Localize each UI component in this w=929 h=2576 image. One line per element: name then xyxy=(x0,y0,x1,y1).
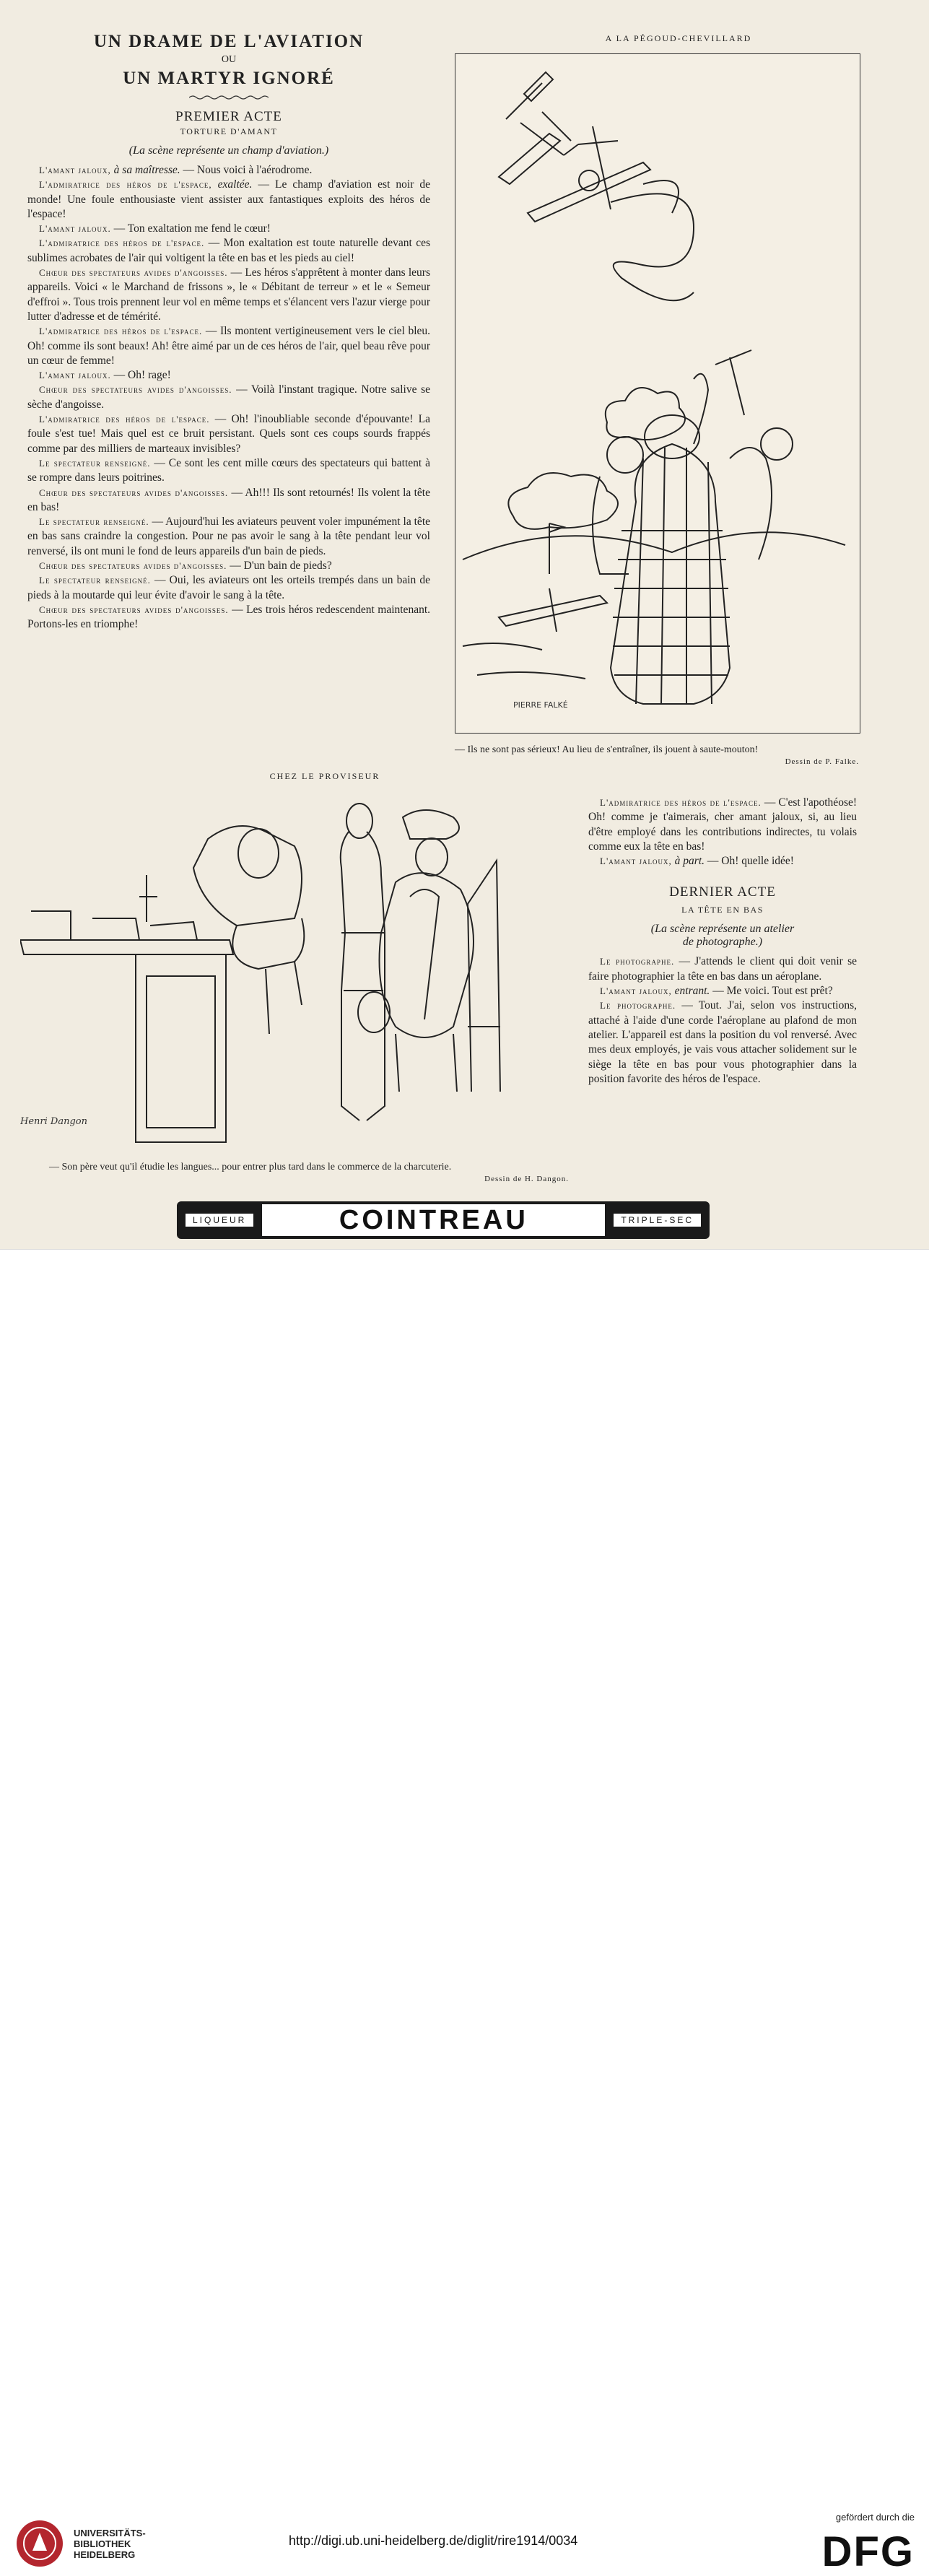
cartoon-top-credit: Dessin de P. Falke. xyxy=(785,757,859,766)
dialogue-line xyxy=(27,486,430,515)
speaker-name: Chœur des spectateurs avides d'angoisses. xyxy=(39,384,232,396)
scene2-direction-line2: de photographe.) xyxy=(682,936,763,949)
cartoon-top-header: A LA PÉGOUD-CHEVILLARD xyxy=(605,33,752,43)
dialogue-text: — Ah!!! Ils sont retournés! Ils volent la tête en bas! xyxy=(27,486,430,513)
dialogue-text: — Tout. J'ai, selon vos instructions, attaché à l'aide d'une corde l'aéroplane au plafond de mon atelier. L'appareil est dans la position du vol renversé. Avec mes deux employés, je vais vous attacher solidement sur le siège la tête en bas pour vous photographier dans la position favorite des héros de l'espace. xyxy=(588,999,857,1085)
speaker-name: L'amant jaloux, xyxy=(39,165,111,175)
library-name xyxy=(74,2528,146,2560)
dialogue-text: — Mon exaltation est toute naturelle devant ces sublimes acrobates de l'air qui voltigent la tête en bas et les pieds au ciel! xyxy=(27,237,431,264)
speaker-name: Chœur des spectateurs avides d'angoisses. xyxy=(39,487,229,498)
cartoon-top-signature: PIERRE FALKÉ xyxy=(513,700,568,710)
library-name-line1: UNIVERSITÄTS- xyxy=(74,2527,146,2538)
cartoon-top-illustration xyxy=(455,53,860,734)
ornament-divider xyxy=(189,95,269,100)
dialogue-text: — Voilà l'instant tragique. Notre salive se sèche d'angoisse. xyxy=(27,383,430,411)
dialogue-line xyxy=(27,368,430,383)
act1-title: PREMIER ACTE xyxy=(175,109,282,124)
stage-aside: à part. xyxy=(674,855,705,868)
dialogue-text: — Oh! rage! xyxy=(113,369,171,382)
speaker-name: Chœur des spectateurs avides d'angoisses. xyxy=(39,267,228,279)
speaker-name: Chœur des spectateurs avides d'angoisses. xyxy=(39,560,227,572)
dialogue-line xyxy=(27,222,430,236)
dialogue-line xyxy=(27,456,430,486)
dialogue-text: — Les trois héros redescendent maintenant. Portons-les en triomphe! xyxy=(27,603,430,631)
dialogue-left xyxy=(27,163,430,632)
ad-right-label: TRIPLE-SEC xyxy=(614,1214,701,1227)
cartoon-top-caption-block xyxy=(455,744,859,768)
funding-label: gefördert durch die xyxy=(835,2512,915,2523)
dialogue-right-2 xyxy=(588,954,857,1087)
stage-aside: entrant. xyxy=(674,985,710,998)
dialogue-text: — Le champ d'aviation est noir de monde! Une foule enthousiaste vient assister aux fantastiques exploits des héros de l'espace! xyxy=(27,178,431,220)
library-logo xyxy=(14,2518,146,2569)
dialogue-text: — Nous voici à l'aérodrome. xyxy=(183,164,313,176)
cointreau-advertisement xyxy=(177,1201,710,1239)
speaker-name: L'amant jaloux, xyxy=(600,856,672,867)
dfg-logo: DFG xyxy=(821,2528,915,2575)
dialogue-text: — C'est l'apothéose! Oh! comme je t'aimerais, cher amant jaloux, si, au lieu d'être employé dans les contributions indirectes, tu volais comme eux la tête en bas! xyxy=(588,796,858,853)
dialogue-line xyxy=(27,515,430,559)
dialogue-text: — Oui, les aviateurs ont les orteils trempés dans un bain de pieds à la moutarde qui leur évite d'avoir le sang à la tête. xyxy=(27,574,430,601)
speaker-name: Le spectateur renseigné. xyxy=(39,457,151,469)
ad-left-label: LIQUEUR xyxy=(186,1214,253,1227)
ad-brand: COINTREAU xyxy=(262,1204,605,1236)
speaker-name: L'amant jaloux. xyxy=(39,223,111,235)
speaker-name: L'amant jaloux. xyxy=(39,370,111,381)
dialogue-line xyxy=(27,603,430,632)
speaker-name: L'amant jaloux, xyxy=(600,985,672,997)
dialogue-line xyxy=(27,266,430,324)
university-seal-icon xyxy=(14,2518,65,2569)
dialogue-text: — Ils montent vertigineusement vers le ciel bleu. Oh! comme ils sont beaux! Ah! être aimé par un de ces héros de l'air, quel beau rêve pour un cœur de femme! xyxy=(27,325,431,367)
article-subtitle: UN MARTYR IGNORÉ xyxy=(123,69,335,88)
dialogue-line xyxy=(27,412,430,456)
library-name-line3: HEIDELBERG xyxy=(74,2549,136,2560)
speaker-name: Le photographe. xyxy=(600,956,675,967)
stage-aside: à sa maîtresse. xyxy=(113,164,180,176)
cartoon-mid-caption: — Son père veut qu'il étudie les langues... pour entrer plus tard dans le commerce de la charcuterie. xyxy=(49,1162,452,1172)
dialogue-line xyxy=(588,796,857,854)
speaker-name: L'admiratrice des héros de l'espace, xyxy=(39,179,212,191)
dialogue-text: — D'un bain de pieds? xyxy=(230,560,332,573)
scene2-direction-line1: (La scène représente un atelier xyxy=(650,923,795,936)
dialogue-line xyxy=(588,854,857,869)
cartoon-top-caption: — Ils ne sont pas sérieux! Au lieu de s'entraîner, ils jouent à saute-mouton! xyxy=(455,744,759,755)
cartoon-mid-signature: Henri Dangon xyxy=(20,1116,87,1127)
speaker-name: L'admiratrice des héros de l'espace. xyxy=(39,414,210,425)
speaker-name: L'admiratrice des héros de l'espace. xyxy=(39,238,205,249)
speaker-name: Le photographe. xyxy=(600,1000,676,1011)
dialogue-line xyxy=(27,559,430,573)
dialogue-line xyxy=(588,984,857,998)
dialogue-text: — Ton exaltation me fend le cœur! xyxy=(113,222,271,235)
dialogue-text: — Oh! l'inoubliable seconde d'épouvante! La foule s'est tue! Mais quel est ce bruit persistant. Quels sont ces coups sourds frappés comme par des milliers de marteaux invisibles? xyxy=(27,413,431,455)
cartoon-mid-credit: Dessin de H. Dangon. xyxy=(484,1175,569,1183)
dialogue-line xyxy=(27,324,430,368)
dialogue-line xyxy=(27,178,430,222)
stage-aside: exaltée. xyxy=(217,178,253,191)
article-left-column xyxy=(27,32,430,632)
scene1-direction: (La scène représente un champ d'aviation.) xyxy=(128,144,329,157)
dialogue-text: — Les héros s'apprêtent à monter dans leurs appareils. Voici « le Marchand de frissons », le « Débitant de terreur » et le « Semeur d'effroi ». Tous trois prennent leur vol en même temps et s'élancent vers l'azur vierge pour lutter d'adresse et de témérité. xyxy=(27,266,430,323)
speaker-name: Le spectateur renseigné. xyxy=(39,516,149,528)
dialogue-text: — Ce sont les cent mille cœurs des spectateurs qui battent à se rompre dans leurs poitrines. xyxy=(27,456,430,484)
dialogue-line xyxy=(27,163,430,178)
article-title: UN DRAME DE L'AVIATION xyxy=(93,32,365,51)
act1-subtitle: TORTURE D'AMANT xyxy=(180,126,278,136)
source-url[interactable]: http://digi.ub.uni-heidelberg.de/diglit/rire1914/0034 xyxy=(289,2533,578,2548)
act2-subtitle: LA TÊTE EN BAS xyxy=(681,905,764,915)
dialogue-line xyxy=(588,998,857,1087)
dialogue-text: — Me voici. Tout est prêt? xyxy=(712,985,833,998)
library-name-line2: BIBLIOTHEK xyxy=(74,2538,131,2549)
dialogue-line xyxy=(588,954,857,984)
speaker-name: L'admiratrice des héros de l'espace. xyxy=(600,797,762,808)
article-right-column xyxy=(588,796,857,1087)
cartoon-mid-caption-block xyxy=(49,1161,569,1185)
dialogue-text: — Aujourd'hui les aviateurs peuvent voler impunément la tête en bas sans craindre la congestion. Pour ne pas avoir le sang à la tête pendant leur vol renversé, ils ont muni le fond de leurs appareils d'un bain de pieds. xyxy=(27,515,430,557)
dialogue-text: — J'attends le client qui doit venir se faire photographier la tête en bas dans un aéroplane. xyxy=(588,955,858,983)
dialogue-line xyxy=(27,236,430,266)
cartoon-mid-illustration xyxy=(20,788,576,1149)
speaker-name: Le spectateur renseigné. xyxy=(39,575,151,586)
dialogue-line xyxy=(27,383,430,412)
article-title-ou: OU xyxy=(221,54,237,65)
dialogue-text: — Oh! quelle idée! xyxy=(707,855,794,868)
cartoon-mid-header: CHEZ LE PROVISEUR xyxy=(269,771,380,781)
scanned-page xyxy=(0,0,929,1249)
aviation-field-drawing xyxy=(455,54,860,733)
speaker-name: Chœur des spectateurs avides d'angoisses. xyxy=(39,604,229,615)
principal-office-drawing xyxy=(20,788,576,1149)
dialogue-line xyxy=(27,573,430,603)
digitization-footer xyxy=(0,1249,929,2575)
act2-title: DERNIER ACTE xyxy=(669,884,776,900)
dialogue-right xyxy=(588,796,857,869)
speaker-name: L'admiratrice des héros de l'espace. xyxy=(39,326,203,337)
